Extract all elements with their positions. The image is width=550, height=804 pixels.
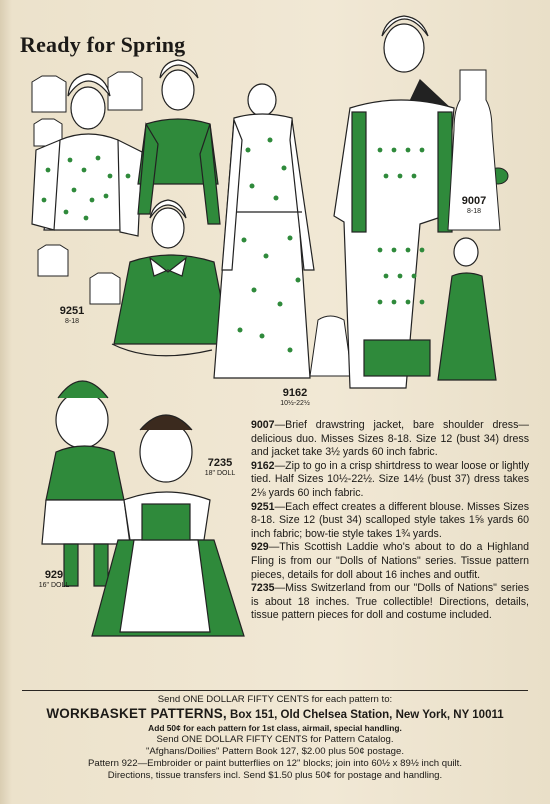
- jacket-dress-9007-icon: [334, 16, 454, 388]
- green-sundress-model-icon: [438, 238, 496, 380]
- pattern-9162-label: 9162 10½-22½: [280, 387, 310, 407]
- small-dress-sketch-icon: [310, 316, 352, 376]
- description-7235: 7235—Miss Switzerland from our "Dolls of Nations" series is about 18 inches. True collectible! Directions, details, tissue pattern pieces for doll and costume included.: [251, 582, 529, 622]
- description-929: 929—This Scottish Laddie who's about to do a Highland Fling is from our "Dolls of Nations" series. Tissue pattern pieces, details for doll about 16 inches and outfit.: [251, 541, 529, 581]
- catalog-line: Send ONE DOLLAR FIFTY CENTS for Pattern Catalog.: [156, 734, 394, 745]
- pattern-descriptions: [251, 419, 529, 623]
- pattern-929-label: 929 16" DOLL: [38, 569, 70, 589]
- shirtdress-9162-icon: [214, 84, 314, 378]
- description-9007: 9007—Brief drawstring jacket, bare shoulder dress—delicious duo. Misses Sizes 8-18. Size 12 (bust 34) dress and jacket take 3½ yards 60 inch fabric.: [251, 419, 529, 459]
- page-title: Ready for Spring: [20, 32, 186, 57]
- pattern-922-line: Pattern 922—Embroider or paint butterflies on 12" blocks; join into 60½ x 89½ inch quilt.: [87, 758, 463, 769]
- send-price-line: Send ONE DOLLAR FIFTY CENTS for each pattern to:: [157, 694, 393, 705]
- description-9162: 9162—Zip to go in a crisp shirtdress to wear loose or lightly tied. Half Sizes 10½-22½. Size 14½ (bust 37) dress takes 2⅛ yards 60 inch fabric.: [251, 459, 529, 499]
- description-9251: 9251—Each effect creates a different blouse. Misses Sizes 8-18. Size 12 (bust 34) scalloped style takes 1⅝ yards 60 inch fabric; bow-tie style takes 1¾ yards.: [251, 500, 529, 540]
- book-line: "Afghans/Doilies" Pattern Book 127, $2.00 plus 50¢ postage.: [145, 746, 405, 757]
- company-address: WORKBASKET PATTERNS, Box 151, Old Chelsea Station, New York, NY 10011: [46, 706, 504, 721]
- order-info: [22, 694, 528, 782]
- pattern-9251-label: 9251 8-18: [59, 305, 85, 325]
- directions-line: Directions, tissue transfers incl. Send $1.50 plus 50¢ for postage and handling.: [107, 770, 443, 781]
- pattern-9007-label: 9007 8-18: [461, 195, 487, 215]
- first-class-note: Add 50¢ for each pattern for 1st class, airmail, special handling.: [148, 723, 402, 733]
- green-blouse-model-icon: [138, 60, 220, 224]
- pattern-7235-label: 7235 18" DOLL: [204, 457, 236, 477]
- footer-divider: [22, 690, 528, 691]
